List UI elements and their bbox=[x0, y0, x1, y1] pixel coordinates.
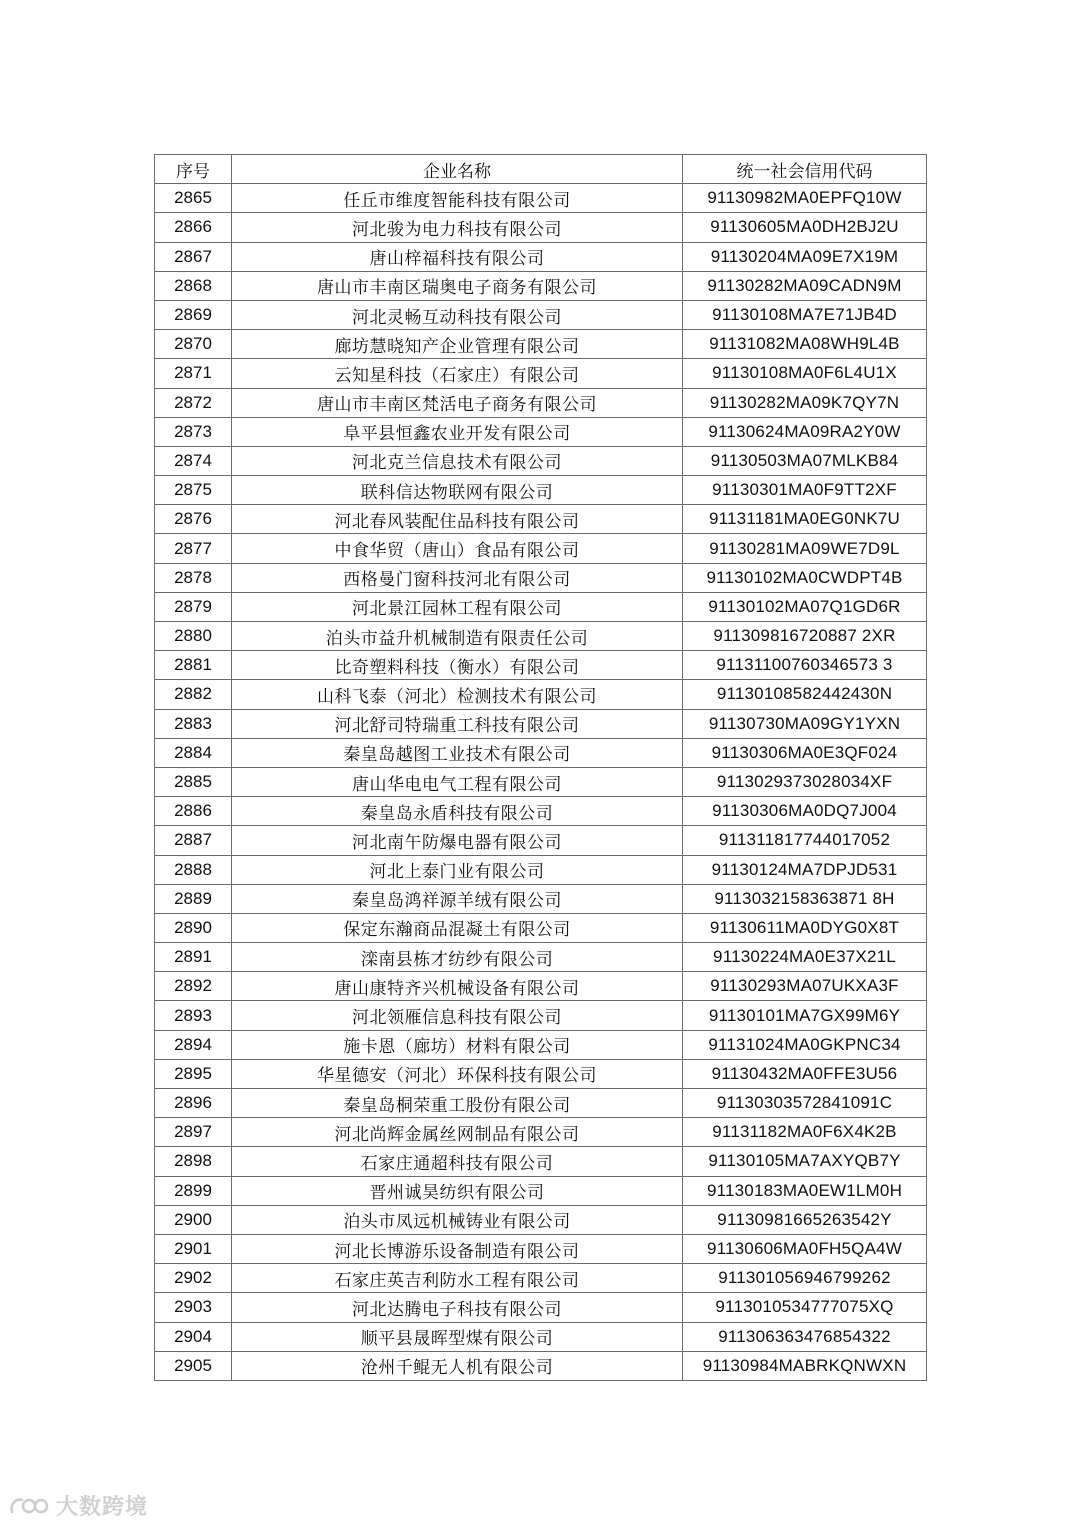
credit-code-cell: 91131024MA0GKPNC34 bbox=[683, 1030, 927, 1059]
table-row bbox=[155, 505, 927, 534]
table-row bbox=[155, 330, 927, 359]
company-name-cell: 比奇塑料科技（衡水）有限公司 bbox=[232, 651, 683, 680]
company-name-cell: 顺平县晟晖型煤有限公司 bbox=[232, 1322, 683, 1351]
company-name-cell: 河北长博游乐设备制造有限公司 bbox=[232, 1234, 683, 1263]
company-name-cell: 廊坊慧晓知产企业管理有限公司 bbox=[232, 330, 683, 359]
company-name-cell: 中食华贸（唐山）食品有限公司 bbox=[232, 534, 683, 563]
table-row bbox=[155, 680, 927, 709]
credit-code-cell: 911301056946799262 bbox=[683, 1264, 927, 1293]
credit-code-cell: 91130984MABRKQNWXN bbox=[683, 1351, 927, 1380]
table-row bbox=[155, 242, 927, 271]
table-row bbox=[155, 709, 927, 738]
watermark bbox=[8, 1490, 148, 1521]
credit-code-cell: 91130101MA7GX99M6Y bbox=[683, 1001, 927, 1030]
table-row bbox=[155, 1264, 927, 1293]
credit-code-cell: 91130306MA0DQ7J004 bbox=[683, 797, 927, 826]
serial-number-cell: 2882 bbox=[155, 680, 232, 709]
table-row bbox=[155, 271, 927, 300]
header-row bbox=[155, 155, 927, 184]
serial-number-cell: 2870 bbox=[155, 330, 232, 359]
credit-code-cell: 91130606MA0FH5QA4W bbox=[683, 1234, 927, 1263]
table-row bbox=[155, 913, 927, 942]
serial-number-cell: 2889 bbox=[155, 884, 232, 913]
credit-code-cell: 91130108MA0F6L4U1X bbox=[683, 359, 927, 388]
credit-code-cell: 911311817744017052 bbox=[683, 826, 927, 855]
serial-number-cell: 2902 bbox=[155, 1264, 232, 1293]
company-name-cell: 河北舒司特瑞重工科技有限公司 bbox=[232, 709, 683, 738]
table-row bbox=[155, 1176, 927, 1205]
company-name-cell: 保定东瀚商品混凝土有限公司 bbox=[232, 913, 683, 942]
serial-number-cell: 2886 bbox=[155, 797, 232, 826]
credit-code-cell: 91131181MA0EG0NK7U bbox=[683, 505, 927, 534]
company-name-cell: 云知星科技（石家庄）有限公司 bbox=[232, 359, 683, 388]
table-row bbox=[155, 651, 927, 680]
credit-code-cell: 91130432MA0FFE3U56 bbox=[683, 1059, 927, 1088]
company-name-cell: 河北克兰信息技术有限公司 bbox=[232, 446, 683, 475]
company-name-cell: 河北景江园林工程有限公司 bbox=[232, 592, 683, 621]
company-name-cell: 河北南午防爆电器有限公司 bbox=[232, 826, 683, 855]
serial-number-cell: 2879 bbox=[155, 592, 232, 621]
header-serial-number: 序号 bbox=[155, 155, 232, 184]
watermark-logo-icon bbox=[8, 1494, 50, 1518]
table-row bbox=[155, 1322, 927, 1351]
header-company-name: 企业名称 bbox=[232, 155, 683, 184]
company-name-cell: 唐山市丰南区瑞奥电子商务有限公司 bbox=[232, 271, 683, 300]
serial-number-cell: 2893 bbox=[155, 1001, 232, 1030]
table-row bbox=[155, 592, 927, 621]
serial-number-cell: 2891 bbox=[155, 943, 232, 972]
serial-number-cell: 2905 bbox=[155, 1351, 232, 1380]
table-row bbox=[155, 826, 927, 855]
credit-code-cell: 91130301MA0F9TT2XF bbox=[683, 476, 927, 505]
company-name-cell: 唐山华电电气工程有限公司 bbox=[232, 767, 683, 796]
table-body bbox=[155, 184, 927, 1381]
company-name-cell: 华星德安（河北）环保科技有限公司 bbox=[232, 1059, 683, 1088]
company-name-cell: 联科信达物联网有限公司 bbox=[232, 476, 683, 505]
serial-number-cell: 2890 bbox=[155, 913, 232, 942]
serial-number-cell: 2892 bbox=[155, 972, 232, 1001]
table-row bbox=[155, 855, 927, 884]
credit-code-cell: 91131182MA0F6X4K2B bbox=[683, 1118, 927, 1147]
serial-number-cell: 2885 bbox=[155, 767, 232, 796]
credit-code-cell: 91130282MA09CADN9M bbox=[683, 271, 927, 300]
credit-code-cell: 91130102MA0CWDPT4B bbox=[683, 563, 927, 592]
company-name-cell: 河北尚辉金属丝网制品有限公司 bbox=[232, 1118, 683, 1147]
serial-number-cell: 2869 bbox=[155, 300, 232, 329]
table-row bbox=[155, 1001, 927, 1030]
serial-number-cell: 2873 bbox=[155, 417, 232, 446]
credit-code-cell: 91130124MA7DPJD531 bbox=[683, 855, 927, 884]
table-row bbox=[155, 1089, 927, 1118]
credit-code-cell: 91130624MA09RA2Y0W bbox=[683, 417, 927, 446]
serial-number-cell: 2878 bbox=[155, 563, 232, 592]
serial-number-cell: 2899 bbox=[155, 1176, 232, 1205]
credit-code-cell: 91130204MA09E7X19M bbox=[683, 242, 927, 271]
header-credit-code: 统一社会信用代码 bbox=[683, 155, 927, 184]
serial-number-cell: 2872 bbox=[155, 388, 232, 417]
table-row bbox=[155, 972, 927, 1001]
company-name-cell: 泊头市益升机械制造有限责任公司 bbox=[232, 622, 683, 651]
company-name-cell: 石家庄通超科技有限公司 bbox=[232, 1147, 683, 1176]
company-name-cell: 唐山康特齐兴机械设备有限公司 bbox=[232, 972, 683, 1001]
table-header bbox=[155, 155, 927, 184]
credit-code-cell: 91130503MA07MLKB84 bbox=[683, 446, 927, 475]
company-name-cell: 河北领雁信息科技有限公司 bbox=[232, 1001, 683, 1030]
credit-code-cell: 911309816720887 2XR bbox=[683, 622, 927, 651]
serial-number-cell: 2883 bbox=[155, 709, 232, 738]
serial-number-cell: 2880 bbox=[155, 622, 232, 651]
company-name-cell: 秦皇岛桐荣重工股份有限公司 bbox=[232, 1089, 683, 1118]
credit-code-cell: 91130611MA0DYG0X8T bbox=[683, 913, 927, 942]
table-row bbox=[155, 1205, 927, 1234]
credit-code-cell: 91130730MA09GY1YXN bbox=[683, 709, 927, 738]
credit-code-cell: 91130982MA0EPFQ10W bbox=[683, 184, 927, 213]
serial-number-cell: 2876 bbox=[155, 505, 232, 534]
table-row bbox=[155, 563, 927, 592]
table-row bbox=[155, 1351, 927, 1380]
serial-number-cell: 2904 bbox=[155, 1322, 232, 1351]
credit-code-cell: 911306363476854322 bbox=[683, 1322, 927, 1351]
table-row bbox=[155, 767, 927, 796]
serial-number-cell: 2884 bbox=[155, 738, 232, 767]
credit-code-cell: 91130102MA07Q1GD6R bbox=[683, 592, 927, 621]
serial-number-cell: 2866 bbox=[155, 213, 232, 242]
table-row bbox=[155, 1059, 927, 1088]
company-name-cell: 任丘市维度智能科技有限公司 bbox=[232, 184, 683, 213]
company-name-cell: 泊头市凤远机械铸业有限公司 bbox=[232, 1205, 683, 1234]
table-row bbox=[155, 1118, 927, 1147]
table-row bbox=[155, 534, 927, 563]
serial-number-cell: 2867 bbox=[155, 242, 232, 271]
table-row bbox=[155, 359, 927, 388]
serial-number-cell: 2894 bbox=[155, 1030, 232, 1059]
serial-number-cell: 2901 bbox=[155, 1234, 232, 1263]
credit-code-cell: 91130306MA0E3QF024 bbox=[683, 738, 927, 767]
table-row bbox=[155, 1147, 927, 1176]
serial-number-cell: 2896 bbox=[155, 1089, 232, 1118]
serial-number-cell: 2868 bbox=[155, 271, 232, 300]
serial-number-cell: 2871 bbox=[155, 359, 232, 388]
company-name-cell: 秦皇岛永盾科技有限公司 bbox=[232, 797, 683, 826]
credit-code-cell: 91131082MA08WH9L4B bbox=[683, 330, 927, 359]
table-row bbox=[155, 476, 927, 505]
table-row bbox=[155, 1234, 927, 1263]
company-name-cell: 石家庄英吉利防水工程有限公司 bbox=[232, 1264, 683, 1293]
credit-code-cell: 91130303572841091C bbox=[683, 1089, 927, 1118]
credit-code-cell: 91130108582442430N bbox=[683, 680, 927, 709]
serial-number-cell: 2900 bbox=[155, 1205, 232, 1234]
enterprise-table bbox=[154, 154, 927, 1381]
table-row bbox=[155, 1293, 927, 1322]
serial-number-cell: 2881 bbox=[155, 651, 232, 680]
table-row bbox=[155, 797, 927, 826]
serial-number-cell: 2887 bbox=[155, 826, 232, 855]
table-row bbox=[155, 300, 927, 329]
table-row bbox=[155, 738, 927, 767]
table-row bbox=[155, 417, 927, 446]
credit-code-cell: 91130108MA7E71JB4D bbox=[683, 300, 927, 329]
serial-number-cell: 2874 bbox=[155, 446, 232, 475]
company-name-cell: 河北达腾电子科技有限公司 bbox=[232, 1293, 683, 1322]
table-row bbox=[155, 1030, 927, 1059]
company-name-cell: 河北骏为电力科技有限公司 bbox=[232, 213, 683, 242]
table-row bbox=[155, 943, 927, 972]
credit-code-cell: 9113032158363871 8H bbox=[683, 884, 927, 913]
table-row bbox=[155, 213, 927, 242]
serial-number-cell: 2888 bbox=[155, 855, 232, 884]
credit-code-cell: 9113010534777075XQ bbox=[683, 1293, 927, 1322]
company-name-cell: 滦南县栋才纺纱有限公司 bbox=[232, 943, 683, 972]
company-name-cell: 沧州千鲲无人机有限公司 bbox=[232, 1351, 683, 1380]
credit-code-cell: 91131100760346573 3 bbox=[683, 651, 927, 680]
serial-number-cell: 2895 bbox=[155, 1059, 232, 1088]
serial-number-cell: 2898 bbox=[155, 1147, 232, 1176]
table-row bbox=[155, 622, 927, 651]
credit-code-cell: 91130981665263542Y bbox=[683, 1205, 927, 1234]
table-row bbox=[155, 446, 927, 475]
credit-code-cell: 91130605MA0DH2BJ2U bbox=[683, 213, 927, 242]
serial-number-cell: 2877 bbox=[155, 534, 232, 563]
serial-number-cell: 2865 bbox=[155, 184, 232, 213]
company-name-cell: 施卡恩（廊坊）材料有限公司 bbox=[232, 1030, 683, 1059]
credit-code-cell: 91130183MA0EW1LM0H bbox=[683, 1176, 927, 1205]
company-name-cell: 河北灵畅互动科技有限公司 bbox=[232, 300, 683, 329]
serial-number-cell: 2875 bbox=[155, 476, 232, 505]
credit-code-cell: 9113029373028034XF bbox=[683, 767, 927, 796]
table-row bbox=[155, 884, 927, 913]
company-name-cell: 阜平县恒鑫农业开发有限公司 bbox=[232, 417, 683, 446]
company-name-cell: 秦皇岛鸿祥源羊绒有限公司 bbox=[232, 884, 683, 913]
table-row bbox=[155, 388, 927, 417]
serial-number-cell: 2903 bbox=[155, 1293, 232, 1322]
company-name-cell: 河北上泰门业有限公司 bbox=[232, 855, 683, 884]
credit-code-cell: 91130105MA7AXYQB7Y bbox=[683, 1147, 927, 1176]
watermark-text: 大数跨境 bbox=[56, 1495, 149, 1520]
table-row bbox=[155, 184, 927, 213]
company-name-cell: 河北春风装配住品科技有限公司 bbox=[232, 505, 683, 534]
serial-number-cell: 2897 bbox=[155, 1118, 232, 1147]
credit-code-cell: 91130224MA0E37X21L bbox=[683, 943, 927, 972]
credit-code-cell: 91130282MA09K7QY7N bbox=[683, 388, 927, 417]
credit-code-cell: 91130293MA07UKXA3F bbox=[683, 972, 927, 1001]
company-name-cell: 秦皇岛越图工业技术有限公司 bbox=[232, 738, 683, 767]
company-name-cell: 西格曼门窗科技河北有限公司 bbox=[232, 563, 683, 592]
company-name-cell: 唐山梓福科技有限公司 bbox=[232, 242, 683, 271]
company-name-cell: 晋州诚昊纺织有限公司 bbox=[232, 1176, 683, 1205]
company-name-cell: 山科飞泰（河北）检测技术有限公司 bbox=[232, 680, 683, 709]
company-name-cell: 唐山市丰南区梵活电子商务有限公司 bbox=[232, 388, 683, 417]
credit-code-cell: 91130281MA09WE7D9L bbox=[683, 534, 927, 563]
